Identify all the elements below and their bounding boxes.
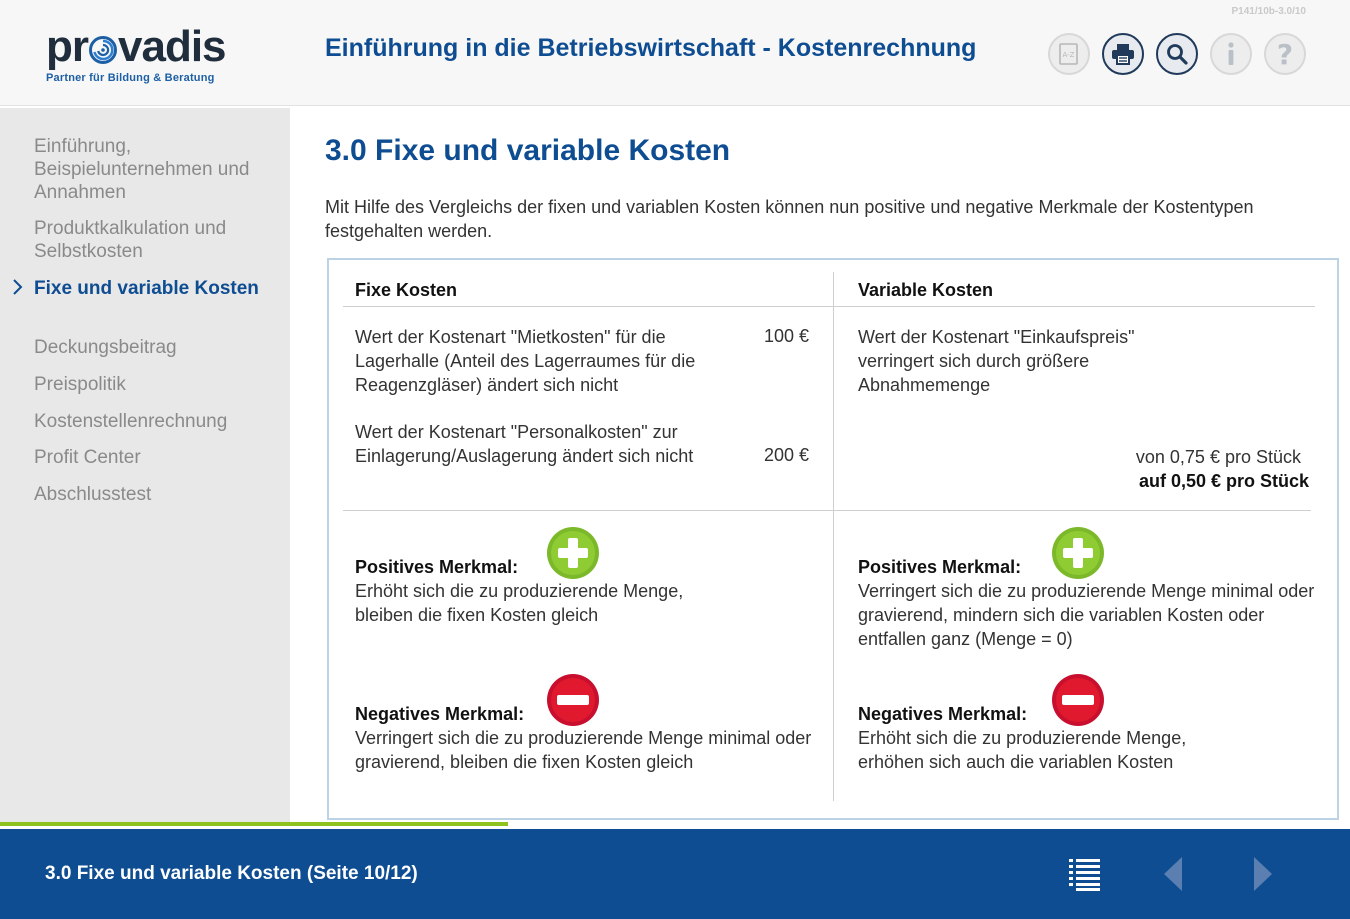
fixed-item-rent-amount: 100 €: [763, 326, 809, 346]
plus-icon: [1051, 526, 1105, 580]
printer-icon: [1111, 43, 1135, 65]
fixed-negative-label: Negatives Merkmal:: [355, 704, 525, 724]
help-button[interactable]: [1264, 33, 1306, 75]
course-title: Einführung in die Betriebswirtschaft - Kostenrechnung: [325, 34, 977, 62]
fixed-positive-text: Erhöht sich die zu produzierende Menge, bleiben die fixen Kosten gleich: [355, 581, 684, 625]
svg-text:?: ?: [1276, 40, 1294, 68]
fixed-item-rent-text: Wert der Kostenart "Mietkosten" für die Lagerhalle (Anteil des Lagerraumes für die Reagenzgläser) ändert sich nicht: [355, 327, 696, 395]
fixed-item-personnel-text: Wert der Kostenart "Personalkosten" zur Einlagerung/Auslagerung ändert sich nicht: [355, 422, 694, 466]
plus-icon: [546, 526, 600, 580]
logo-tagline: Partner für Bildung & Beratung: [46, 72, 215, 84]
search-icon: [1166, 43, 1188, 65]
footer-page-title: 3.0 Fixe und variable Kosten (Seite 10/12): [45, 863, 418, 884]
minus-icon: [1051, 673, 1105, 727]
fixed-item-personnel-amount: 200 €: [763, 445, 809, 465]
sidebar-item-kostenstellenrechnung[interactable]: Kostenstellenrechnung: [34, 411, 228, 432]
column-divider: [833, 272, 834, 801]
previous-page-button[interactable]: [1148, 851, 1198, 897]
help-icon: [1274, 40, 1296, 68]
intro-text: Mit Hilfe des Vergleichs der fixen und variablen Kosten können nun positive und negative Merkmale der Kostentypen festgehalten werden.: [325, 197, 1254, 241]
svg-text:A-Z: A-Z: [1062, 51, 1075, 59]
variable-negative-label: Negatives Merkmal:: [858, 704, 1028, 724]
sidebar-item-abschlusstest[interactable]: Abschlusstest: [34, 484, 152, 505]
course-progress-fill: [0, 822, 508, 826]
page-title: 3.0 Fixe und variable Kosten: [325, 134, 731, 167]
provadis-logo: pr vadis Partner für Bildung & Beratung: [46, 22, 246, 92]
variable-price-to: auf 0,50 € pro Stück: [1138, 471, 1309, 491]
variable-costs-heading: Variable Kosten: [858, 280, 994, 300]
print-button[interactable]: [1102, 33, 1144, 75]
variable-price-from: von 0,75 € pro Stück: [1135, 447, 1301, 467]
info-button[interactable]: [1210, 33, 1252, 75]
fixed-costs-heading: Fixe Kosten: [355, 280, 458, 300]
footer-bar: [0, 829, 1350, 919]
info-icon: [1220, 40, 1242, 68]
minus-icon: [546, 673, 600, 727]
variable-positive-text: Verringert sich die zu produzierende Menge minimal oder gravierend, mindern sich die variablen Kosten oder entfallen ganz (Menge = 0): [858, 581, 1315, 649]
course-progress-bar: [0, 822, 1350, 829]
arrow-right-icon: [1252, 856, 1274, 892]
next-page-button[interactable]: [1238, 851, 1288, 897]
search-button[interactable]: [1156, 33, 1198, 75]
fixed-positive-label: Positives Merkmal:: [355, 557, 519, 577]
sidebar-item-profit-center[interactable]: Profit Center: [34, 447, 141, 468]
sidebar-item-einfuehrung[interactable]: Einführung, Beispielunternehmen und Annahmen: [34, 136, 250, 203]
sidebar-item-deckungsbeitrag[interactable]: Deckungsbeitrag: [34, 337, 177, 358]
header-bar: [0, 0, 1350, 106]
glossary-icon: [1058, 42, 1080, 66]
arrow-left-icon: [1162, 856, 1184, 892]
section-divider: [343, 510, 1311, 511]
chapter-sidebar: [0, 108, 290, 822]
variable-positive-label: Positives Merkmal:: [858, 557, 1022, 577]
list-icon: [1068, 857, 1102, 891]
header-divider: [343, 306, 1315, 307]
sidebar-item-preispolitik[interactable]: Preispolitik: [34, 374, 126, 395]
variable-item-purchase-text: Wert der Kostenart "Einkaufspreis" verringert sich durch größere Abnahmemenge: [858, 327, 1135, 395]
version-code: P141/10b-3.0/10: [1231, 6, 1306, 17]
sidebar-item-fixe-variable-kosten[interactable]: [34, 277, 274, 300]
comparison-panel: [327, 258, 1339, 820]
sidebar-item-label: Fixe und variable Kosten: [34, 278, 259, 299]
glossary-button[interactable]: [1048, 33, 1090, 75]
sidebar-item-produktkalkulation[interactable]: Produktkalkulation und Selbstkosten: [34, 218, 227, 262]
variable-negative-text: Erhöht sich die zu produzierende Menge, erhöhen sich auch die variablen Kosten: [858, 728, 1187, 772]
chevron-right-icon: [12, 278, 24, 296]
logo-swirl-icon: [89, 36, 117, 64]
fixed-negative-text: Verringert sich die zu produzierende Menge minimal oder gravierend, bleiben die fixen Kosten gleich: [355, 728, 812, 772]
table-of-contents-button[interactable]: [1060, 851, 1110, 897]
